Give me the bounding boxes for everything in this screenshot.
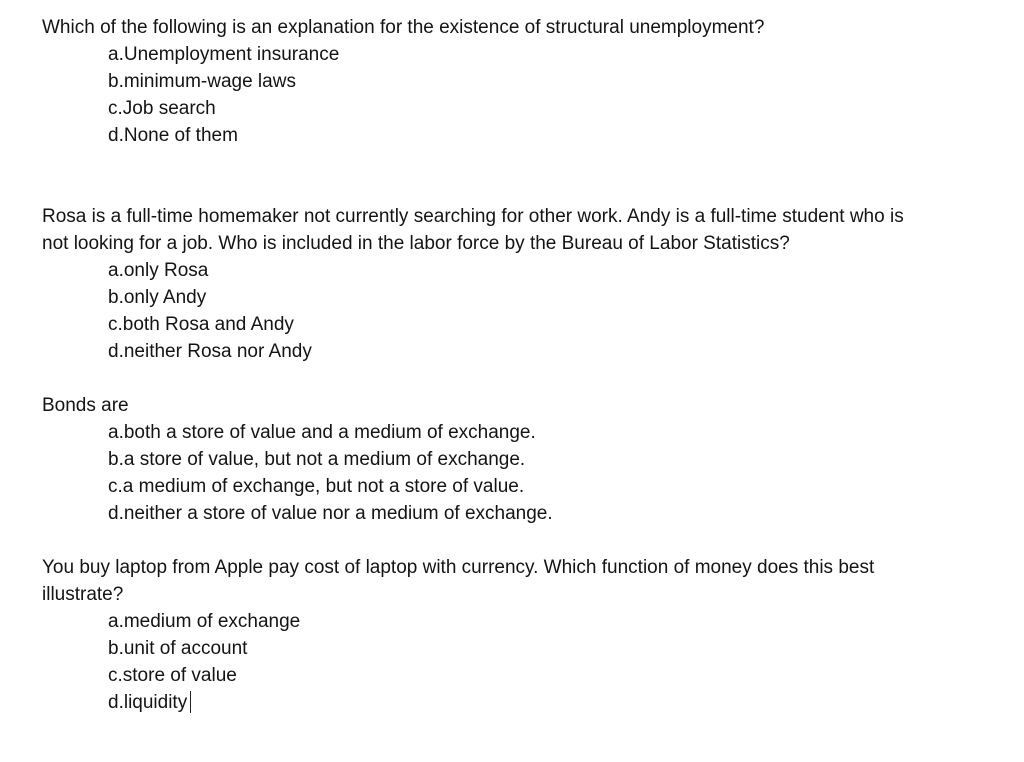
answer-option: b.only Andy bbox=[108, 287, 207, 308]
answer-option: a.both a store of value and a medium of exchange. bbox=[108, 422, 536, 443]
question-text: Which of the following is an explanation for the existence of structural unemployment? bbox=[42, 17, 765, 38]
text-cursor[interactable] bbox=[190, 691, 191, 713]
paragraph-spacer bbox=[42, 149, 922, 176]
paragraph-spacer bbox=[42, 365, 922, 392]
question-text: You buy laptop from Apple pay cost of laptop with currency. Which function of money does this best illustrate? bbox=[42, 557, 875, 605]
answer-options bbox=[42, 41, 922, 149]
answer-options bbox=[42, 419, 922, 527]
answer-option: a.only Rosa bbox=[108, 260, 209, 281]
answer-option: c.a medium of exchange, but not a store of value. bbox=[108, 476, 525, 497]
question-4 bbox=[42, 554, 922, 716]
answer-option: b.minimum-wage laws bbox=[108, 71, 296, 92]
answer-option: b.unit of account bbox=[108, 638, 248, 659]
question-text: Bonds are bbox=[42, 395, 129, 416]
question-2 bbox=[42, 203, 922, 365]
answer-options bbox=[42, 608, 922, 716]
answer-option: c.both Rosa and Andy bbox=[108, 314, 294, 335]
question-1 bbox=[42, 14, 922, 149]
document-page bbox=[42, 14, 922, 716]
answer-option: d.None of them bbox=[108, 125, 238, 146]
answer-option-last bbox=[108, 689, 922, 716]
paragraph-spacer bbox=[42, 176, 922, 203]
answer-option-text: d.liquidity bbox=[108, 692, 188, 713]
answer-option: b.a store of value, but not a medium of exchange. bbox=[108, 449, 526, 470]
answer-options bbox=[42, 257, 922, 365]
answer-option: d.neither Rosa nor Andy bbox=[108, 341, 312, 362]
answer-option: c.store of value bbox=[108, 665, 237, 686]
paragraph-spacer bbox=[42, 527, 922, 554]
answer-option: d.neither a store of value nor a medium of exchange. bbox=[108, 503, 553, 524]
answer-option: c.Job search bbox=[108, 98, 216, 119]
question-3 bbox=[42, 392, 922, 527]
answer-option: a.medium of exchange bbox=[108, 611, 301, 632]
answer-option: a.Unemployment insurance bbox=[108, 44, 340, 65]
question-text: Rosa is a full-time homemaker not currently searching for other work. Andy is a full-time student who is not looking for a job. Who is included in the labor force by the Bureau of Labor Statistics? bbox=[42, 206, 904, 254]
